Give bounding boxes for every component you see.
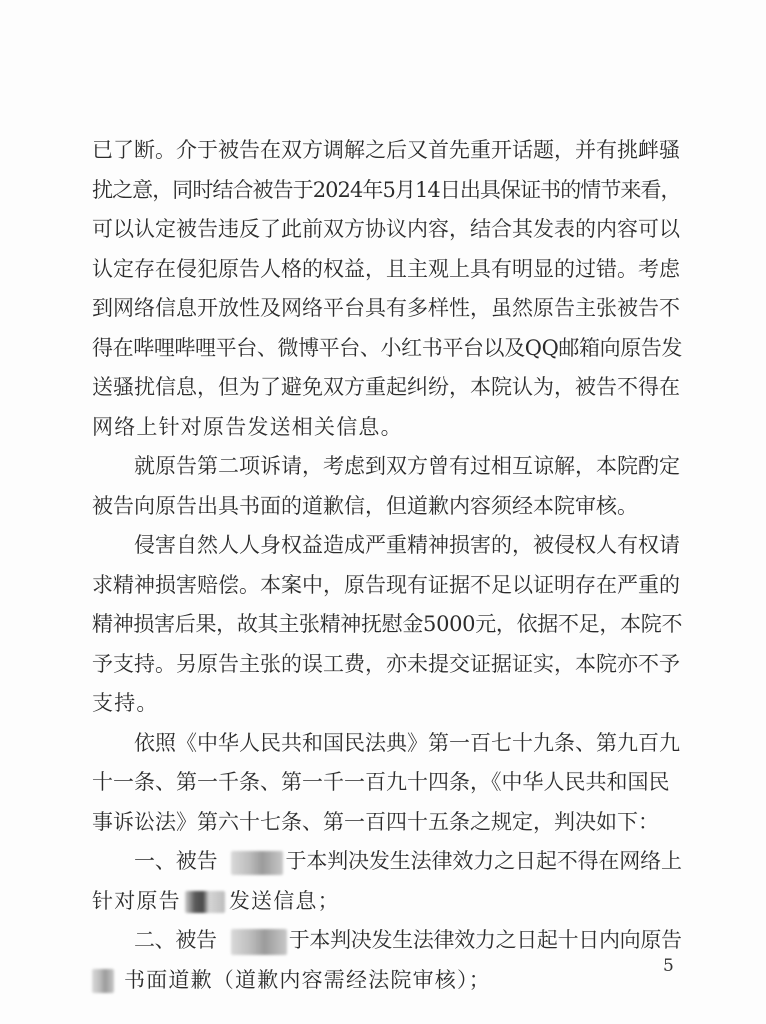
paragraph-apology bbox=[92, 447, 682, 526]
judgment-text: 发送信息； bbox=[228, 888, 340, 913]
text-line bbox=[92, 961, 682, 1001]
redacted-name bbox=[185, 891, 225, 913]
text-line: 可以认定被告违反了此前双方协议内容，结合其发表的内容可以 bbox=[92, 217, 680, 241]
text-line: 依照《中华人民共和国民法典》第一百七十九条、第九百九 bbox=[134, 730, 680, 755]
text-line bbox=[92, 842, 682, 882]
text-line: 认定存在侵犯原告人格的权益，且主观上具有明显的过错。考虑 bbox=[92, 256, 680, 281]
text-line: 精神损害后果，故其主张精神抚慰金5000元，依据不足，本院不 bbox=[92, 612, 683, 636]
text-line: 扰之意，同时结合被告于2024年5月14日出具保证书的情节来看， bbox=[92, 177, 681, 202]
judgment-text: 于本判决发生法律效力之日起不得在网络上 bbox=[285, 849, 682, 873]
text-line: 求精神损害赔偿。本案中，原告现有证据不足以证明存在严重的 bbox=[92, 572, 680, 597]
judgment-prefix: 二、被告 bbox=[134, 928, 217, 952]
text-line: 网络上针对原告发送相关信息。 bbox=[92, 414, 403, 439]
paragraph-legal-basis bbox=[92, 724, 682, 843]
text-line: 已了断。介于被告在双方调解之后又首先重开话题，并有挑衅骚 bbox=[92, 138, 680, 162]
judgment-prefix: 一、被告 bbox=[134, 849, 218, 873]
text-line: 就原告第二项诉请，考虑到双方曾有过相互谅解，本院酌定 bbox=[134, 454, 680, 478]
redacted-name bbox=[92, 969, 114, 993]
page-number: 5 bbox=[663, 956, 674, 976]
text-line bbox=[92, 921, 682, 961]
redacted-name bbox=[231, 929, 287, 955]
judgment-item-2 bbox=[92, 921, 682, 1000]
judgment-text: 书面道歉（道歉内容需经法院审核）； bbox=[124, 967, 491, 992]
text-line: 被告向原告出具书面的道歉信，但道歉内容须经本院审核。 bbox=[92, 493, 638, 518]
text-line: 支持。 bbox=[92, 691, 159, 715]
paragraph-compensation bbox=[92, 526, 682, 724]
text-line: 十一条、第一千条、第一千一百九十四条，《中华人民共和国民 bbox=[92, 770, 670, 794]
text-line: 予支持。另原告主张的误工费，亦未提交证据证实，本院亦不予 bbox=[92, 651, 680, 676]
text-line: 得在哔哩哔哩平台、微博平台、小红书平台以及QQ邮箱向原告发 bbox=[92, 335, 683, 360]
judgment-item-1 bbox=[92, 842, 682, 921]
redacted-name bbox=[231, 851, 283, 875]
text-line: 侵害自然人人身权益造成严重精神损害的，被侵权人有权请 bbox=[134, 533, 680, 557]
text-line bbox=[92, 882, 682, 922]
text-line: 事诉讼法》第六十七条、第一百四十五条之规定，判决如下： bbox=[92, 809, 659, 834]
judgment-text: 针对原告 bbox=[92, 888, 181, 913]
judgment-text: 于本判决发生法律效力之日起十日内向原告 bbox=[288, 928, 682, 952]
text-line: 到网络信息开放性及网络平台具有多样性，虽然原告主张被告不 bbox=[92, 296, 680, 320]
text-line: 送骚扰信息，但为了避免双方重起纠纷，本院认为，被告不得在 bbox=[92, 375, 680, 399]
judgment-text bbox=[92, 131, 682, 1000]
paragraph-liability bbox=[92, 131, 682, 447]
